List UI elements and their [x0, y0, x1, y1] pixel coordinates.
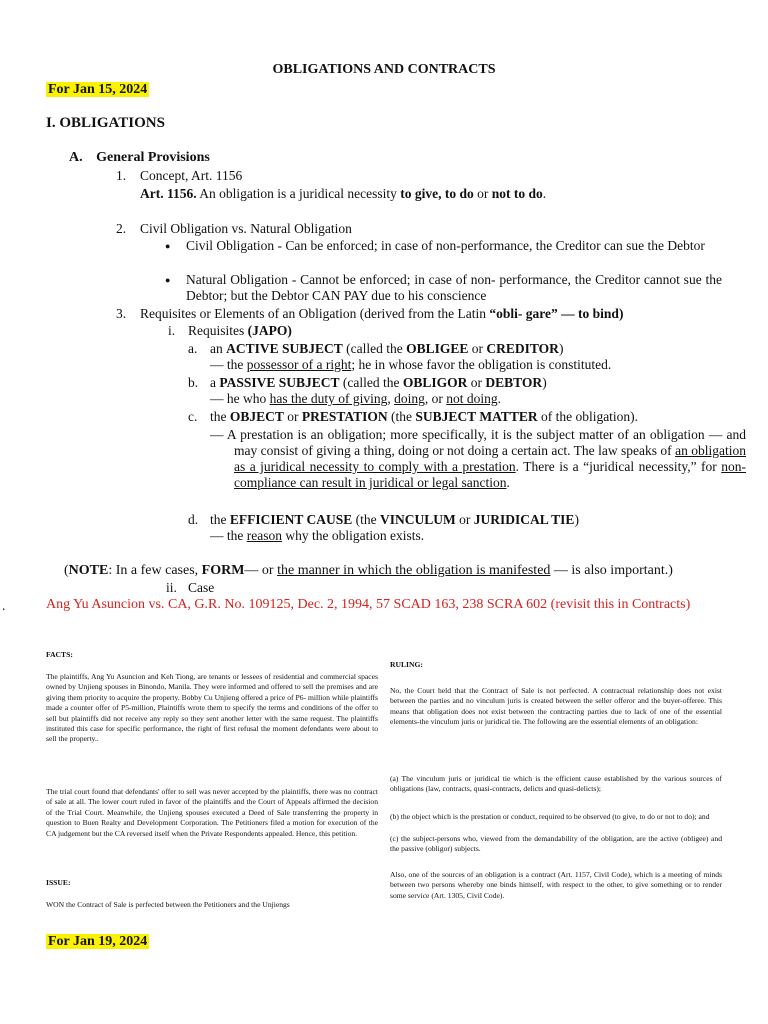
item-1-number: 1.: [116, 168, 127, 183]
issue-heading: ISSUE:: [46, 878, 71, 887]
ruling-element-a: (a) The vinculum juris or juridical tie which is the efficient cause established by the various sources of obligations (law, contracts, quasi-contracts, delicts and quasi-delicts);: [390, 774, 722, 794]
item-2-label: Civil Obligation vs. Natural Obligation: [140, 221, 352, 236]
date-heading-2: For Jan 19, 2024: [48, 934, 148, 949]
bullet-icon: ●: [165, 241, 171, 251]
req-d-marker: d.: [188, 512, 199, 527]
case-label: Case: [188, 580, 215, 595]
article-1156-text: Art. 1156. An obligation is a juridical necessity to give, to do or not to do.: [140, 186, 547, 201]
item-2-number: 2.: [116, 221, 127, 236]
document-title: OBLIGATIONS AND CONTRACTS: [272, 62, 496, 77]
item-1-label: Concept, Art. 1156: [140, 168, 243, 183]
req-b-title: a PASSIVE SUBJECT (called the OBLIGOR or DEBTOR): [210, 375, 547, 390]
facts-paragraph-2: The trial court found that defendants' offer to sell was never accepted by the plaintiffs, there was no contract of sale at all. The lower court ruled in favor of the plaintiffs and the Court of Appeals affirmed the decision of the Trial Court. Meanwhile, the Unjieng spouses executed a Deed of Sale transferring the property in question to Buen Realty and Development Corporation. The Petitioners filed a motion for execution of the CA judgement but the CA reversed itself when the Private Respondents appealed. Hence, this petition.: [46, 787, 378, 838]
req-c-marker: c.: [188, 409, 198, 424]
req-b-description: — he who has the duty of giving, doing, or not doing.: [210, 391, 502, 406]
ruling-paragraph-1: No, the Court held that the Contract of Sale is not perfected. A contractual relationship does not exist between the parties and no vinculum juris is created between the seller offeror and the buyer-offeree. This means that obligation does not exist between the contracting parties due to lack of one of the essential elements-the vinculum juris or juridical tie. The following are the essential elements of an obligation:: [390, 686, 722, 727]
ruling-element-b: (b) the object which is the prestation or conduct, required to be observed (to give, to do or not to do); and: [390, 812, 710, 821]
section-heading: I. OBLIGATIONS: [46, 115, 165, 131]
item-3-label: Requisites or Elements of an Obligation (derived from the Latin “obli- gare” — to bind): [140, 306, 624, 321]
case-marker: ii.: [166, 580, 177, 595]
req-a-title: an ACTIVE SUBJECT (called the OBLIGEE or CREDITOR): [210, 341, 564, 356]
facts-paragraph-1: The plaintiffs, Ang Yu Asuncion and Keh Tiong, are tenants or lessees of residential and commercial spaces owned by Unjieng spouses in Binondo, Manila. They were informed and offered to sell the premises and are giving them priority to acquire the property. Bobby Cu Unjieng offered a price of P6- million while plaintiffs made a counter offer of P5-million, Plaintiffs wrote them to specify the terms and conditions of the offer to sell but plaintiffs did not receive any reply so they sent another letter with the same request. The plaintiffs instituted this case for specific performance, the right of first refusal the moment defendants were about to sell the property..: [46, 672, 378, 744]
requisites-label: Requisites (JAPO): [188, 323, 292, 338]
req-d-title: the EFFICIENT CAUSE (the VINCULUM or JURIDICAL TIE): [210, 512, 579, 527]
natural-obligation-bullet: Natural Obligation - Cannot be enforced; in case of non- performance, the Creditor cannot sue the Debtor; but the Debtor CAN PAY due to his conscience: [186, 272, 722, 303]
req-a-marker: a.: [188, 341, 198, 356]
issue-text: WON the Contract of Sale is perfected between the Petitioners and the Unjiengs: [46, 900, 290, 909]
bullet-icon: ●: [165, 275, 171, 285]
req-d-description: — the reason why the obligation exists.: [210, 528, 425, 543]
subsection-heading: A. General Provisions: [69, 150, 210, 165]
ruling-paragraph-2: Also, one of the sources of an obligation is a contract (Art. 1157, Civil Code), which is a meeting of minds between two persons whereby one binds himself, with respect to the other, to give something or to render some service (Art. 1305, Civil Code).: [390, 870, 722, 900]
sub-i-marker: i.: [168, 323, 176, 338]
req-c-title: the OBJECT or PRESTATION (the SUBJECT MATTER of the obligation).: [210, 409, 639, 424]
ruling-element-c: (c) the subject-persons who, viewed from the demandability of the obligation, are the active (obligee) and the passive (obligor) subjects.: [390, 834, 722, 854]
date-heading-1: For Jan 15, 2024: [48, 82, 148, 97]
civil-obligation-bullet: Civil Obligation - Can be enforced; in case of non-performance, the Creditor can sue the Debtor: [186, 238, 705, 253]
req-a-description: — the possessor of a right; he in whose favor the obligation is constituted.: [210, 357, 612, 372]
note-text: (NOTE: In a few cases, FORM— or the manner in which the obligation is manifested — is also important.): [64, 563, 673, 578]
ruling-heading: RULING:: [390, 660, 423, 669]
case-citation: Ang Yu Asuncion vs. CA, G.R. No. 109125, Dec. 2, 1994, 57 SCAD 163, 238 SCRA 602 (revisit this in Contracts): [46, 597, 691, 612]
facts-heading: FACTS:: [46, 650, 73, 659]
stray-dot: .: [2, 598, 6, 613]
req-b-marker: b.: [188, 375, 199, 390]
item-3-number: 3.: [116, 306, 127, 321]
req-c-description: — A prestation is an obligation; more specifically, it is the subject matter of an obligation — and may consist of giving a thing, doing or not doing a certain act. The law speaks of an obligation as a juridical necessity to comply with a prestation. There is a “juridical necessity,” for non-compliance can result in juridical or legal sanction.: [210, 427, 746, 490]
